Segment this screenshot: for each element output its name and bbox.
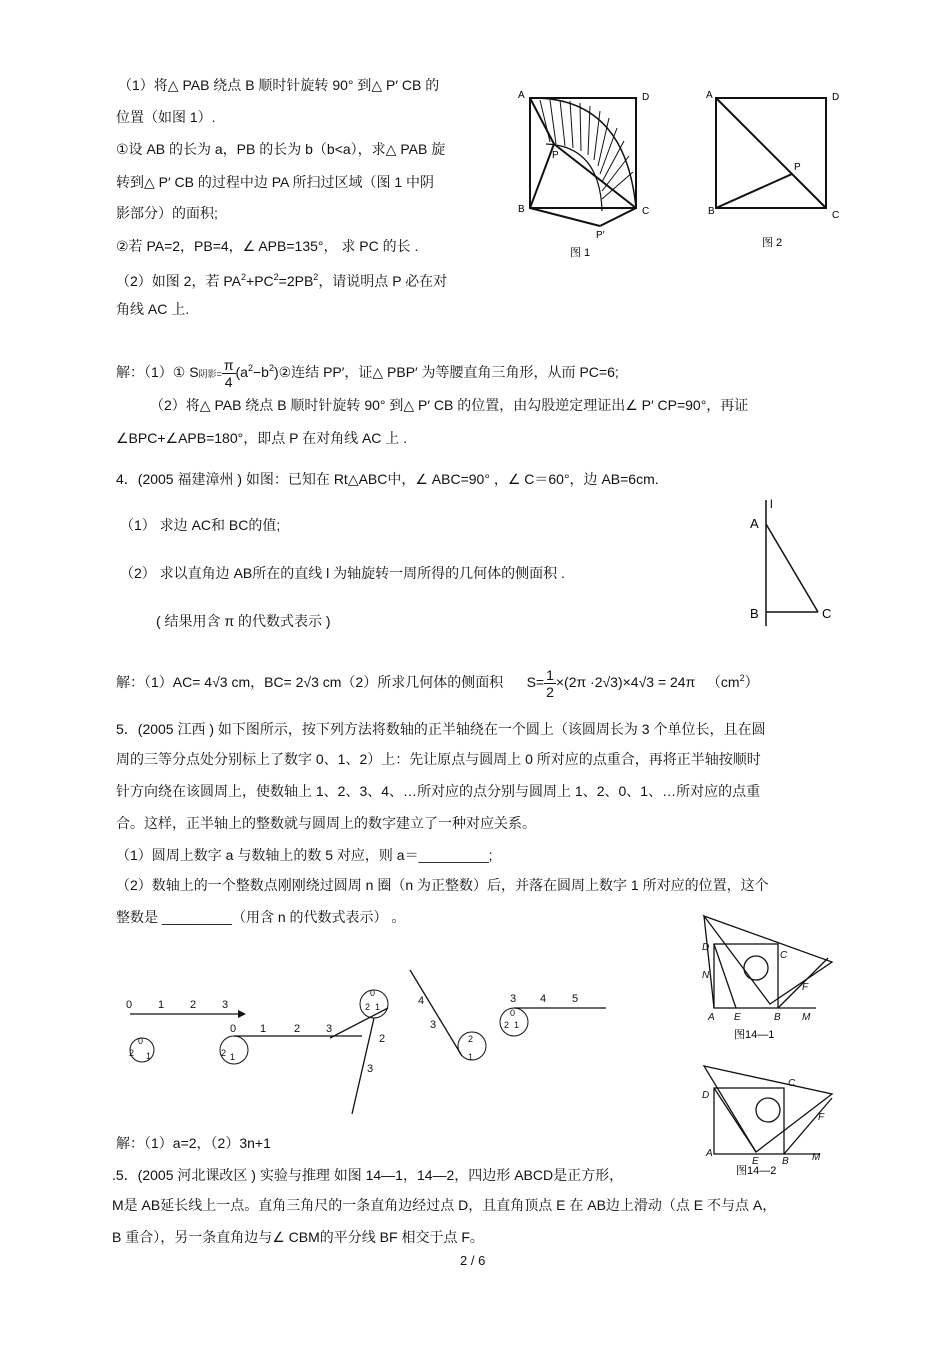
p4-q2: （2） 求以直角边 AB所在的直线 l 为轴旋转一周所得的几何体的侧面积 .	[120, 565, 565, 581]
svg-text:0: 0	[126, 999, 133, 1011]
figure-2	[700, 86, 850, 256]
p3-line3: ①设 AB 的长为 a，PB 的长为 b（b<a），求△ PAB 旋	[116, 141, 446, 157]
svg-text:E: E	[734, 1012, 741, 1023]
svg-text:1: 1	[158, 999, 165, 1011]
svg-text:D: D	[702, 1090, 710, 1101]
svg-text:F: F	[818, 1112, 825, 1123]
p5-q2: （2）数轴上的一个整数点刚刚绕过圆周 n 圈（n 为正整数）后，并落在圆周上数字 1 所对应的位置，这个	[116, 877, 769, 893]
p5-line1: 5．(2005 江西 ) 如下图所示，按下列方法将数轴的正半轴绕在一个圆上（该圆周长为 3 个单位长，且在圆	[116, 721, 766, 737]
p6-line2: M是 AB延长线上一点。直角三角尺的一条直角边经过点 D，且直角顶点 E 在 AB边上滑动（点 E 不与点 A，	[112, 1197, 777, 1213]
svg-text:3: 3	[430, 1019, 437, 1031]
svg-text:2: 2	[190, 999, 197, 1011]
p3-line8: 角线 AC 上.	[116, 301, 190, 317]
svg-text:2: 2	[379, 1033, 386, 1045]
svg-text:1: 1	[146, 1051, 152, 1061]
svg-text:1: 1	[375, 1002, 381, 1012]
figure-14-1-caption: 图14—1	[734, 1029, 775, 1041]
p5-q1: （1）圆周上数字 a 与数轴上的数 5 对应，则 a＝_________;	[116, 847, 493, 863]
svg-text:3: 3	[222, 999, 229, 1011]
svg-text:C: C	[788, 1078, 796, 1089]
page-number: 2 / 6	[460, 1253, 486, 1268]
svg-text:1: 1	[230, 1052, 236, 1062]
svg-text:P: P	[794, 162, 801, 173]
figure-1-caption: 图 1	[570, 247, 591, 259]
svg-text:B: B	[708, 206, 715, 217]
p6-line1: .5．(2005 河北课改区 ) 实验与推理 如图 14—1，14—2，四边形 ABCD是正方形，	[112, 1167, 624, 1183]
p5-line2: 周的三等分点处分别标上了数字 0、1、2）上：先让原点与圆周上 0 所对应的点重合，再将正半轴按顺时	[116, 751, 761, 767]
svg-text:D: D	[642, 92, 650, 103]
p5-q3: 整数是 _________（用含 n 的代数式表示） 。	[116, 909, 406, 925]
svg-text:P′: P′	[596, 230, 605, 241]
svg-text:5: 5	[572, 993, 579, 1005]
p3-line7: （2）如图 2，若 $PA^2+PC^2=2PB^2$，请说明点 P 必在对	[116, 272, 448, 289]
svg-text:2: 2	[294, 1023, 301, 1035]
svg-text:1: 1	[260, 1023, 267, 1035]
svg-text:0: 0	[138, 1036, 144, 1046]
svg-text:F: F	[802, 982, 809, 993]
svg-text:A: A	[706, 90, 713, 101]
svg-text:0: 0	[230, 1023, 237, 1035]
svg-text:N: N	[702, 970, 710, 981]
figure-14-2-caption: 图14—2	[736, 1165, 777, 1176]
svg-text:B: B	[518, 204, 525, 215]
figure-14-2	[696, 1060, 842, 1176]
svg-text:2: 2	[129, 1048, 135, 1058]
svg-text:4: 4	[540, 993, 547, 1005]
svg-text:D: D	[832, 92, 840, 103]
svg-text:A: A	[706, 1148, 713, 1159]
svg-text:A: A	[518, 90, 525, 101]
p5-line4: 合。这样，正半轴上的整数就与圆周上的数字建立了一种对应关系。	[116, 815, 536, 831]
svg-text:D: D	[702, 942, 710, 953]
svg-text:B: B	[774, 1012, 781, 1023]
figure-14-1	[696, 910, 842, 1046]
figure-number-line	[112, 964, 620, 1124]
svg-text:l: l	[770, 497, 773, 511]
svg-text:A: A	[708, 1012, 715, 1023]
svg-text:B: B	[750, 606, 759, 621]
p3-line1: （1）将△ PAB 绕点 B 顺时针旋转 90° 到△ P′ CB 的	[118, 77, 440, 93]
svg-text:3: 3	[510, 993, 517, 1005]
svg-text:2: 2	[365, 1002, 371, 1012]
svg-text:P: P	[552, 150, 559, 161]
svg-text:C: C	[822, 606, 832, 621]
svg-text:E: E	[752, 1156, 759, 1167]
figure-1	[510, 86, 660, 261]
svg-text:A: A	[750, 516, 759, 531]
svg-text:M: M	[812, 1152, 821, 1163]
svg-text:4: 4	[418, 995, 425, 1007]
svg-text:2: 2	[504, 1020, 510, 1030]
p3-line2: 位置（如图 1）.	[116, 109, 216, 125]
svg-text:B: B	[782, 1156, 789, 1167]
p5-solution: 解：（1）a=2，（2）3n+1	[116, 1135, 271, 1151]
p3-solution1: 解：（1）① S阴影= $\frac{\pi}{4}$ $(a^2-b^2)②$连结 PP′，证△ PBP′ 为等腰直角三角形，从而 PC=6;	[116, 356, 619, 390]
p3-solution2: （2）将△ PAB 绕点 B 顺时针旋转 90° 到△ P′ CB 的位置，由勾股逆定理证出∠ P′ CP=90°，再证	[150, 397, 749, 413]
svg-text:3: 3	[367, 1063, 374, 1075]
p4-title: 4．(2005 福建漳州 ) 如图：已知在 Rt△ABC中，∠ ABC=90° ，∠ C＝60°，边 AB=6cm.	[116, 471, 659, 487]
svg-text:0: 0	[370, 988, 376, 998]
p4-solution: 解：（1）AC= 4√3 cm，BC= 2√3 cm（2）所求几何体的侧面积 S= $\frac{1}{2}$ ×(2π ·2√3)×4√3 = 24π $(cm^2)$	[116, 666, 759, 700]
svg-text:0: 0	[510, 1008, 516, 1018]
figure-triangle-abc	[744, 494, 844, 634]
p4-q3: ( 结果用含 π 的代数式表示 )	[156, 613, 331, 629]
svg-text:C: C	[832, 210, 840, 221]
svg-text:M: M	[802, 1012, 811, 1023]
p4-q1: （1） 求边 AC和 BC的值;	[120, 517, 281, 533]
svg-text:1: 1	[468, 1052, 474, 1062]
svg-text:2: 2	[221, 1048, 227, 1058]
svg-text:3: 3	[326, 1023, 333, 1035]
figure-2-caption: 图 2	[762, 237, 783, 249]
svg-text:2: 2	[468, 1034, 474, 1044]
svg-text:C: C	[780, 950, 788, 961]
p5-line3: 针方向绕在该圆周上，使数轴上 1、2、3、4、…所对应的点分别与圆周上 1、2、0、1、…所对应的点重	[116, 783, 761, 799]
p3-solution3: ∠BPC+∠APB=180°，即点 P 在对角线 AC 上 .	[116, 430, 408, 446]
p6-line3: B 重合），另一条直角边与∠ CBM的平分线 BF 相交于点 F。	[112, 1229, 484, 1245]
svg-text:1: 1	[514, 1020, 520, 1030]
svg-text:C: C	[642, 206, 650, 217]
p3-line4: 转到△ P′ CB 的过程中边 PA 所扫过区域（图 1 中阴	[116, 174, 435, 190]
p3-line5: 影部分）的面积;	[116, 205, 218, 221]
p3-line6: ②若 PA=2，PB=4，∠ APB=135°， 求 PC 的长 .	[116, 238, 419, 254]
